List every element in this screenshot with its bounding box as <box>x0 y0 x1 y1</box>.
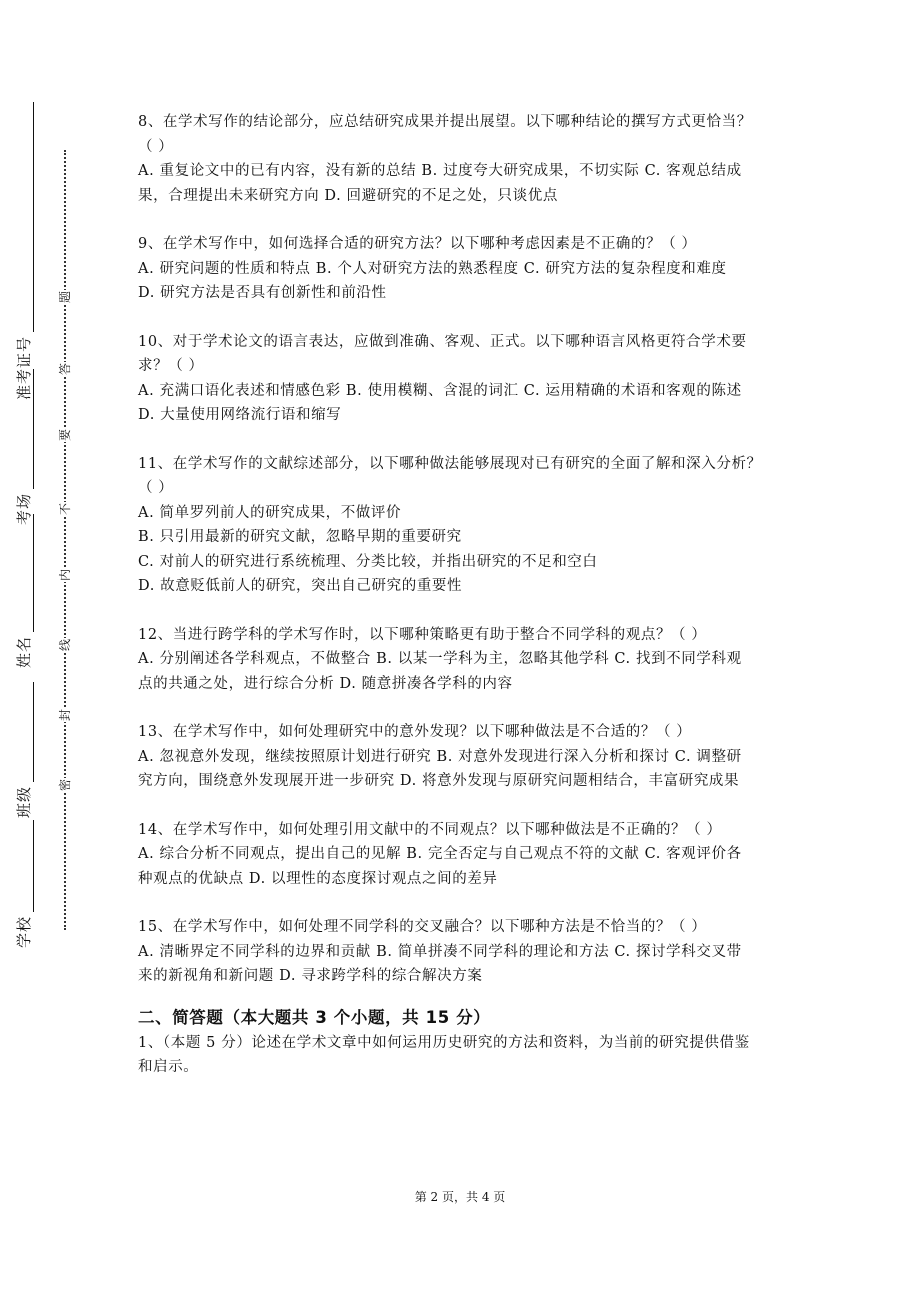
question-text: 求？（ ） <box>138 358 204 374</box>
school-field[interactable] <box>14 820 34 948</box>
question-text: 和启示。 <box>138 1059 199 1075</box>
question-text: 11、在学术写作的文献综述部分，以下哪种做法能够展现对已有研究的全面了解和深入分析？ <box>138 455 762 472</box>
class-field[interactable] <box>14 682 34 818</box>
exam-content <box>138 110 790 1080</box>
seal-char: 答 <box>58 363 72 376</box>
short-answer-question-1 <box>138 1031 790 1080</box>
question-13 <box>138 720 790 794</box>
options-text: A. 综合分析不同观点，提出自己的见解 B. 完全否定与自己观点不符的文献 C. 客观评价各 <box>138 846 742 862</box>
answer-blank: （ ） <box>138 480 174 496</box>
options-text: A. 重复论文中的已有内容，没有新的总结 B. 过度夸大研究成果，不切实际 C. 客观总结成 <box>138 163 742 179</box>
admission-number-field[interactable] <box>14 102 34 400</box>
question-text: 8、在学术写作的结论部分，应总结研究成果并提出展望。以下哪种结论的撰写方式更恰当？ <box>138 114 752 130</box>
question-text: 13、在学术写作中，如何处理研究中的意外发现？以下哪种做法是不合适的？（ ） <box>138 724 692 740</box>
question-12 <box>138 623 790 697</box>
question-text: 10、对于学术论文的语言表达，应做到准确、客观、正式。以下哪种语言风格更符合学术要 <box>138 333 747 350</box>
seal-char: 封 <box>58 709 72 722</box>
name-field[interactable] <box>14 514 34 668</box>
option-b: B. 只引用最新的研究文献，忽略早期的重要研究 <box>138 529 462 545</box>
binding-margin <box>0 0 100 1302</box>
admission-number-label: 准考证号 <box>15 335 33 400</box>
options-text: 点的共通之处，进行综合分析 D. 随意拼凑各学科的内容 <box>138 675 513 692</box>
option-c: C. 对前人的研究进行系统梳理、分类比较，并指出研究的不足和空白 <box>138 553 598 570</box>
option-d: D. 故意贬低前人的研究，突出自己研究的重要性 <box>138 578 463 594</box>
option-a: A. 简单罗列前人的研究成果，不做评价 <box>138 504 402 521</box>
question-text: 15、在学术写作中，如何处理不同学科的交叉融合？以下哪种方法是不恰当的？（ ） <box>138 919 707 935</box>
options-text: A. 清晰界定不同学科的边界和贡献 B. 简单拼凑不同学科的理论和方法 C. 探讨学科交叉带 <box>138 943 742 960</box>
question-9 <box>138 232 790 306</box>
options-text: 果，合理提出未来研究方向 D. 回避研究的不足之处，只谈优点 <box>138 187 558 204</box>
options-text: 究方向，围绕意外发现展开进一步研究 D. 将意外发现与原研究问题相结合，丰富研究成果 <box>138 773 740 789</box>
seal-char: 线 <box>58 639 72 652</box>
options-text: A. 忽视意外发现，继续按照原计划进行研究 B. 对意外发现进行深入分析和探讨 C. 调整研 <box>138 748 742 765</box>
class-label: 班级 <box>15 785 33 818</box>
options-text: D. 大量使用网络流行语和缩写 <box>138 407 342 423</box>
seal-dotted-line <box>64 150 66 930</box>
exam-room-label: 考场 <box>15 492 33 525</box>
question-8 <box>138 110 790 208</box>
seal-char: 要 <box>58 429 72 442</box>
options-text: A. 研究问题的性质和特点 B. 个人对研究方法的熟悉程度 C. 研究方法的复杂程度和难度 <box>138 260 727 277</box>
question-text: 1、（本题 5 分）论述在学术文章中如何运用历史研究的方法和资料，为当前的研究提供借鉴 <box>138 1034 750 1051</box>
question-14 <box>138 818 790 892</box>
question-text: 14、在学术写作中，如何处理引用文献中的不同观点？以下哪种做法是不正确的？（ ） <box>138 821 722 838</box>
options-text: A. 分别阐述各学科观点，不做整合 B. 以某一学科为主，忽略其他学科 C. 找到不同学科观 <box>138 651 742 667</box>
question-text: 12、当进行跨学科的学术写作时，以下哪种策略更有助于整合不同学科的观点？（ ） <box>138 626 707 643</box>
question-text: 9、在学术写作中，如何选择合适的研究方法？以下哪种考虑因素是不正确的？（ ） <box>138 236 697 252</box>
question-10 <box>138 330 790 428</box>
seal-char: 密 <box>58 779 72 792</box>
options-text: A. 充满口语化表述和情感色彩 B. 使用模糊、含混的词汇 C. 运用精确的术语和客观的陈述 <box>138 382 742 399</box>
seal-char: 不 <box>58 503 72 516</box>
question-15 <box>138 915 790 989</box>
name-label: 姓名 <box>15 635 33 668</box>
options-text: 来的新视角和新问题 D. 寻求跨学科的综合解决方案 <box>138 968 483 984</box>
question-11 <box>138 452 790 599</box>
school-label: 学校 <box>15 915 33 948</box>
seal-char: 题 <box>58 291 72 304</box>
options-text: D. 研究方法是否具有创新性和前沿性 <box>138 285 387 301</box>
options-text: 种观点的优缺点 D. 以理性的态度探讨观点之间的差异 <box>138 870 498 887</box>
section-title: 二、简答题（本大题共 3 个小题，共 15 分） <box>138 1007 491 1027</box>
seal-char: 内 <box>58 569 72 582</box>
page-footer: 第 2 页，共 4 页 <box>414 1190 506 1204</box>
answer-blank: （ ） <box>138 138 174 155</box>
